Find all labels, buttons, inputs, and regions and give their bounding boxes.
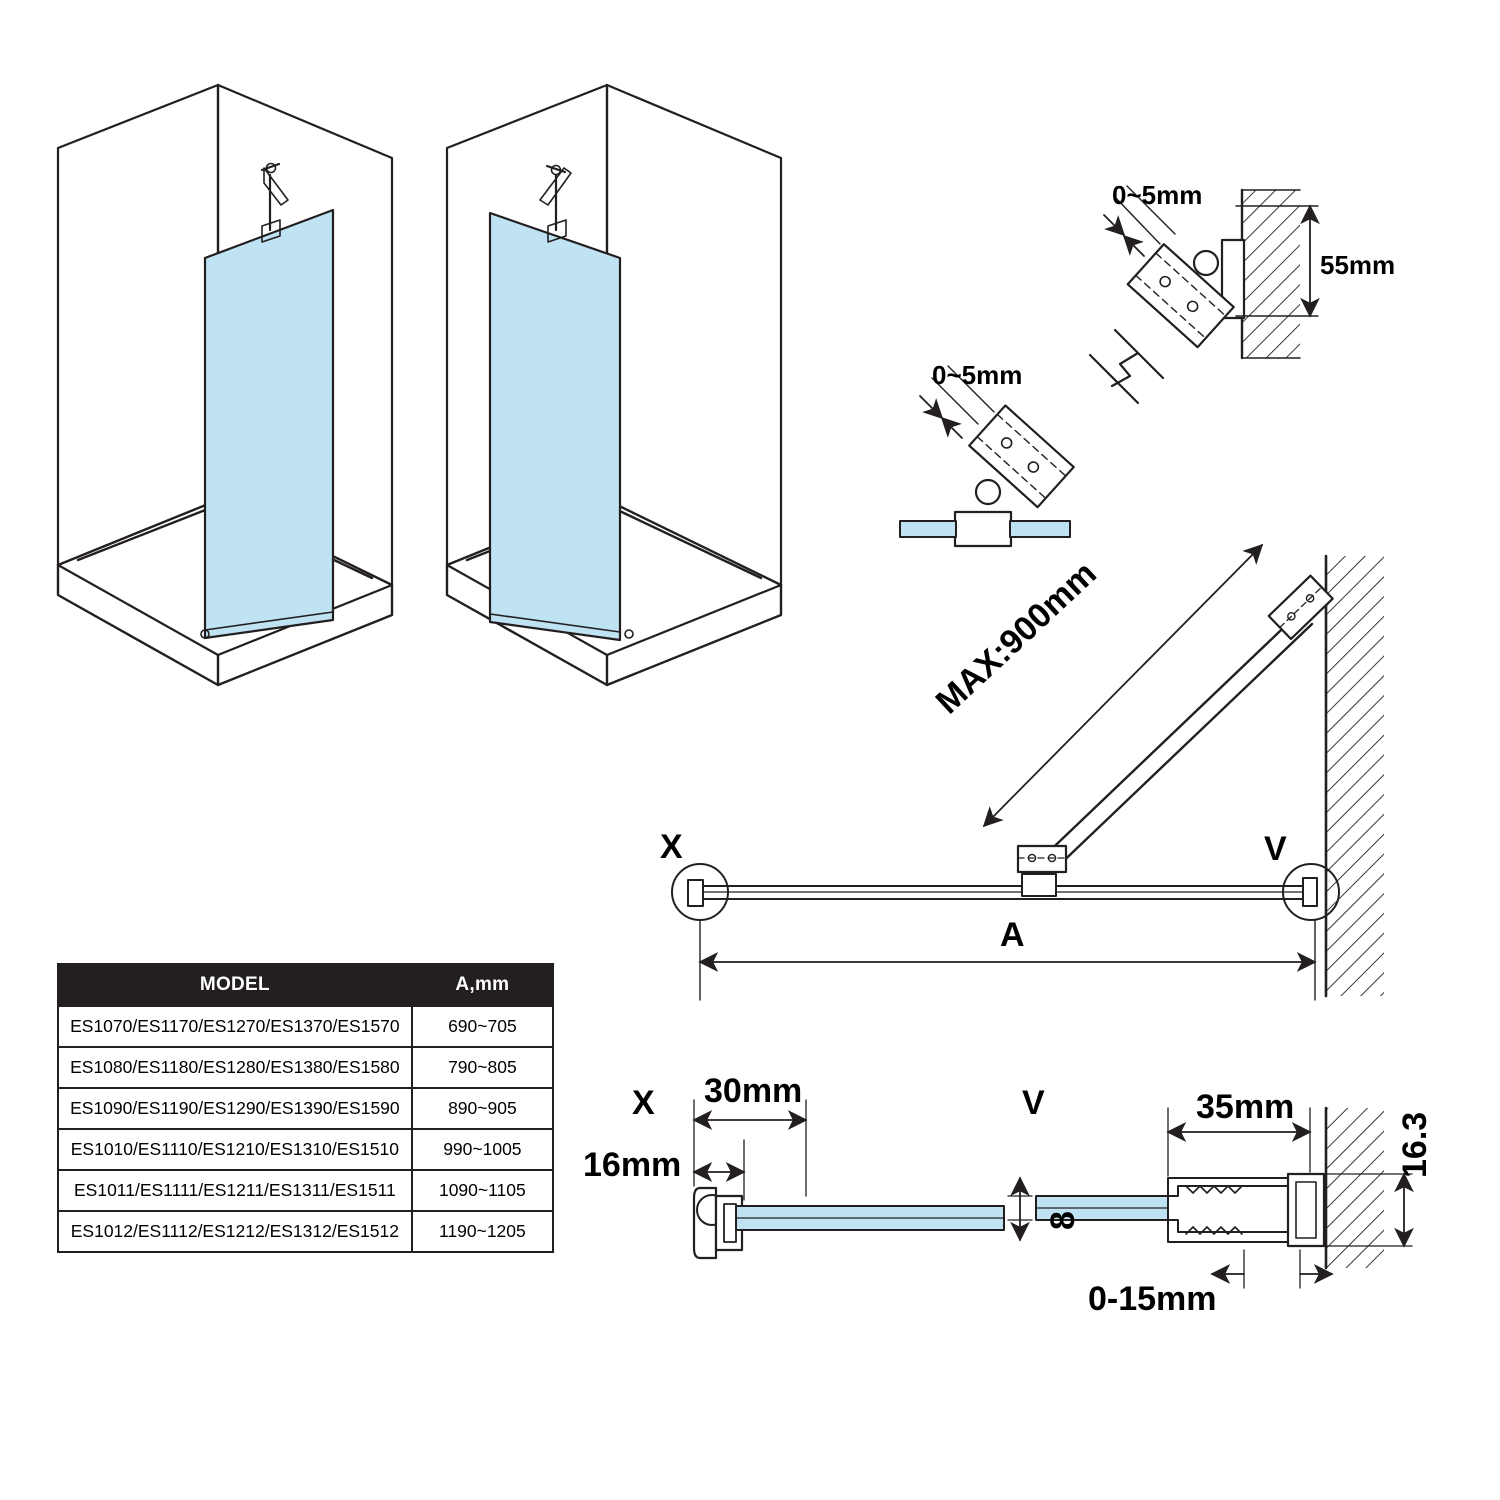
callout-v-detail: V	[1022, 1084, 1045, 1122]
dim-bracket-gap-bottom: 0~5mm	[932, 360, 1023, 390]
table-cell-a: 890~905	[412, 1088, 553, 1129]
table-cell-a: 990~1005	[412, 1129, 553, 1170]
dim-profile-x-inner: 16mm	[583, 1146, 682, 1184]
table-cell-model: ES1090/ES1190/ES1290/ES1390/ES1590	[58, 1088, 412, 1129]
dim-span-a: A	[1000, 916, 1025, 954]
table-cell-a: 1190~1205	[412, 1211, 553, 1252]
table-header-row	[58, 964, 553, 1006]
callout-x-detail: X	[632, 1084, 655, 1122]
table-cell-model: ES1070/ES1170/ES1270/ES1370/ES1570	[58, 1006, 412, 1047]
callout-x-plan: X	[660, 828, 683, 866]
model-table	[57, 963, 554, 1253]
table-cell-a: 690~705	[412, 1006, 553, 1047]
dim-wall-adjust: 0-15mm	[1088, 1280, 1217, 1318]
perspective-view-left	[58, 85, 392, 685]
dim-profile-x-outer: 30mm	[704, 1072, 803, 1110]
perspective-view-right	[447, 85, 781, 685]
table-row	[58, 1047, 553, 1088]
profile-section-v	[1008, 1108, 1412, 1288]
table-row	[58, 1088, 553, 1129]
table-cell-model: ES1012/ES1112/ES1212/ES1312/ES1512	[58, 1211, 412, 1252]
table-cell-model: ES1010/ES1110/ES1210/ES1310/ES1510	[58, 1129, 412, 1170]
dim-bracket-gap-top: 0~5mm	[1112, 180, 1203, 210]
table-row	[58, 1006, 553, 1047]
table-cell-model: ES1011/ES1111/ES1211/ES1311/ES1511	[58, 1170, 412, 1211]
table-cell-model: ES1080/ES1180/ES1280/ES1380/ES1580	[58, 1047, 412, 1088]
table-header-a: A,mm	[412, 964, 553, 1006]
table-cell-a: 790~805	[412, 1047, 553, 1088]
callout-v-plan: V	[1264, 830, 1287, 868]
dim-wall-plate-height: 55mm	[1320, 250, 1396, 280]
profile-section-x	[694, 1100, 1004, 1258]
dim-profile-v-width: 35mm	[1196, 1088, 1295, 1126]
dim-glass-thickness: 8	[1044, 1211, 1082, 1230]
table-row	[58, 1129, 553, 1170]
table-cell-a: 1090~1105	[412, 1170, 553, 1211]
table-row	[58, 1211, 553, 1252]
dim-profile-v-height: 16.3	[1396, 1111, 1434, 1178]
table-header-model: MODEL	[58, 964, 412, 1006]
table-row	[58, 1170, 553, 1211]
dim-bar-max-length: MAX:900mm	[928, 554, 1104, 722]
